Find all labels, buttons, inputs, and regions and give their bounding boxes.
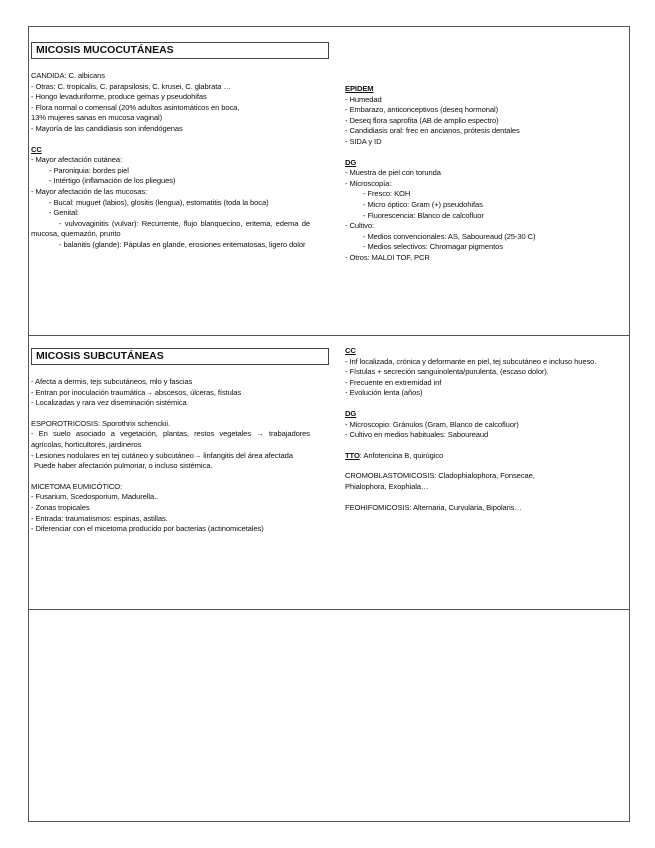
subheading-esporotricosis: ESPOROTRICOSIS: Sporothrix schenckii.: [31, 418, 170, 428]
text-line: - Hongo levaduriforme, produce gemas y pseudohifas: [31, 92, 207, 102]
feohifomicosis-text: FEOHIFOMICOSIS: Alternaria, Curvularia, Bipolaris…: [345, 502, 522, 512]
text-line: - Frecuente en extremidad inf: [345, 377, 442, 387]
text-line: - Entran por inoculación traumática→ abscesos, úlceras, fístulas: [31, 387, 242, 397]
text-line: CANDIDA: C. albicans: [31, 71, 105, 80]
text-line: - Otras: C. tropicalis, C. parapsilosis, C. krusei, C. glabrata …: [31, 81, 231, 91]
subcutaneas-left-column: [31, 348, 310, 535]
text-line: Puede haber afectación pulmonar, o incluso sistémica.: [34, 461, 213, 471]
text-line: - Entrada: traumatismos: espinas, astillas.: [31, 513, 168, 523]
text-line: - Fluorescencia: Blanco de calcofluor: [363, 210, 484, 220]
text-line: : Anfotericina B, quirúgico: [359, 450, 444, 460]
subheading-epidem: EPIDEM: [345, 84, 374, 93]
subheading-cc: CC: [345, 346, 356, 355]
text-line: - Mayor afectación de las mucosas:: [31, 186, 148, 196]
text-line: - Otros: MALDI TOF, PCR: [345, 252, 430, 262]
text-line: - Evolución lenta (años): [345, 388, 423, 398]
text-line: - Fístulas + secreción sanguinolenta/purulenta, (escaso dolor).: [345, 367, 549, 377]
subcutaneas-right-column: [345, 346, 627, 513]
text-line: - Medios convencionales: AS, Saboureaud (25-30 C): [363, 231, 536, 241]
subheading-dg: DG: [345, 157, 357, 167]
text-line: - Medios selectivos: Chromagar pigmentos: [363, 242, 503, 252]
text-line: - Diferenciar con el micetoma producido por bacterias (actinomicetales): [31, 524, 264, 534]
text-line: - SIDA y ID: [345, 136, 382, 146]
text-line: - Paroniquia: bordes piel: [49, 165, 129, 175]
subheading-cc: CC: [31, 144, 42, 154]
text-line: - Deseq flora saprofita (AB de amplio espectro): [345, 115, 499, 125]
text-line: - Mayoría de las candidiasis son infendógenas: [31, 123, 183, 133]
text-line: - Cultivo:: [345, 221, 374, 231]
text-line: - Cultivo en medios habituales: Saboureaud: [345, 430, 489, 440]
text-line: - Microscopía:: [345, 178, 392, 188]
section-divider: [29, 609, 629, 610]
text-line: - balanitis (glande): Pápulas en glande, erosiones eritematosas, ligero dolor: [59, 239, 306, 249]
cromoblastomicosis-text: CROMOBLASTOMICOSIS: Cladophialophora, Fonsecae, Phialophora, Exophiala…: [345, 471, 535, 491]
text-line: - En suelo asociado a vegetación, plantas, restos vegetales → trabajadores agrícolas, horticultores, jardineros: [31, 429, 310, 449]
text-line: 13% mujeres sanas en mucosa vaginal): [31, 113, 163, 123]
subheading-dg: DG: [345, 408, 357, 418]
subheading-micetoma: MICETOMA EUMICÓTICO:: [31, 481, 123, 491]
text-line: - Genital:: [49, 208, 79, 218]
text-line: - Localizadas y rara vez diseminación sistémica: [31, 398, 187, 408]
text-line: - Bucal: muguet (labios), glositis (lengua), estomatitis (toda la boca): [49, 197, 269, 207]
text-line: - Fusarium, Scedosporium, Madurella..: [31, 492, 159, 502]
section-divider: [29, 335, 629, 336]
tto-line: [345, 451, 627, 462]
text-line: - vulvovaginitis (vulvar): Recurrente, flujo blanquecino, eritema, edema de mucosa, quemazón, prurito: [31, 218, 310, 239]
text-line: - Micro óptico: Gram (+) pseudohifas: [363, 199, 483, 209]
text-line: - Embarazo, anticonceptivos (deseq hormonal): [345, 105, 499, 115]
mucocutaneas-right-column: [345, 84, 627, 264]
text-line: - Inf localizada, crónica y deformante en piel, tej subcutáneo e incluso hueso.: [345, 356, 597, 366]
mucocutaneas-left-column: [31, 42, 310, 251]
section-title-mucocutaneas: MICOSIS MUCOCUTÁNEAS: [31, 42, 329, 59]
text-line: - Zonas tropicales: [31, 502, 90, 512]
subheading-tto: TTO: [345, 450, 360, 460]
text-line: - Muestra de piel con torunda: [345, 168, 441, 178]
text-line: - Lesiones nodulares en tej cutáneo y subcutáneo→ linfangitis del área afectada: [31, 450, 293, 460]
text-line: - Flora normal o comensal (20% adultos asintomáticos en boca,: [31, 102, 240, 112]
text-line: - Intértigo (inflamación de los pliegues): [49, 176, 176, 186]
text-line: - Candidiasis oral: frec en ancianos, prótesis dentales: [345, 126, 520, 136]
text-line: - Fresco: KOH: [363, 189, 411, 199]
text-line: - Afecta a dermis, tejs subcutáneos, mlo y fascias: [31, 377, 193, 386]
text-line: - Mayor afectación cutánea:: [31, 155, 123, 165]
text-line: - Humedad: [345, 94, 382, 104]
section-title-subcutaneas: MICOSIS SUBCUTÁNEAS: [31, 348, 329, 365]
text-line: - Microscopio: Gránulos (Gram, Blanco de calcofluor): [345, 419, 519, 429]
